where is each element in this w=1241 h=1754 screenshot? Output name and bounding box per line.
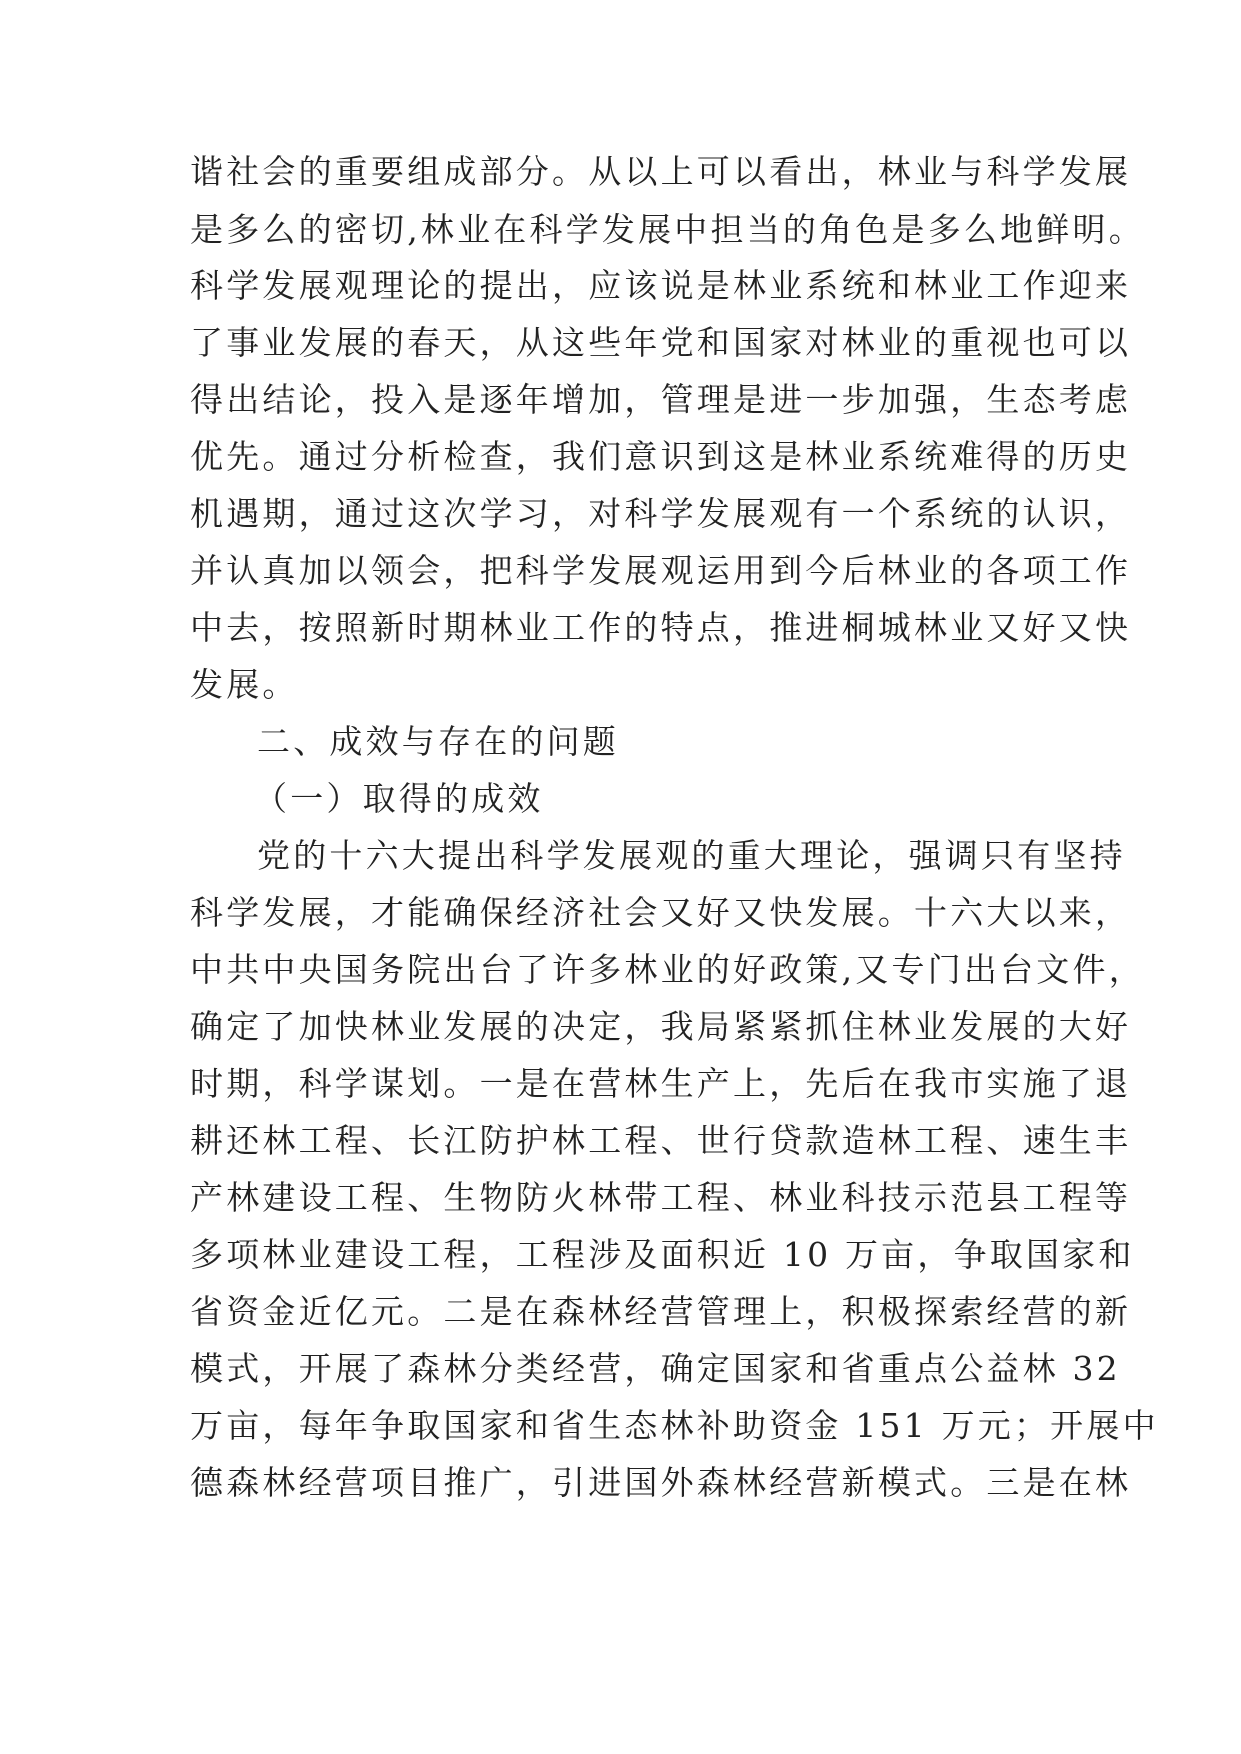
paragraph-line: 多项林业建设工程，工程涉及面积近 10 万亩，争取国家和 [190,1235,1135,1274]
paragraph-line: 机遇期，通过这次学习，对科学发展观有一个系统的认识， [190,494,1132,533]
paragraph-line: 万亩，每年争取国家和省生态林补助资金 151 万元；开展中 [190,1406,1159,1445]
paragraph-line: 省资金近亿元。二是在森林经营管理上，积极探索经营的新 [190,1292,1132,1331]
paragraph-line: 发展。 [190,665,299,704]
section-heading: 二、成效与存在的问题 [257,722,619,761]
paragraph-line: 中共中央国务院出台了许多林业的好政策,又专门出台文件， [190,950,1145,989]
subsection-heading: （一）取得的成效 [254,779,544,818]
paragraph-line: 谐社会的重要组成部分。从以上可以看出，林业与科学发展 [190,152,1132,191]
paragraph-line: 产林建设工程、生物防火林带工程、林业科技示范县工程等 [190,1178,1132,1217]
paragraph-line: 时期，科学谋划。一是在营林生产上，先后在我市实施了退 [190,1064,1132,1103]
paragraph-line: 是多么的密切,林业在科学发展中担当的角色是多么地鲜明。 [190,210,1145,249]
paragraph-line: 党的十六大提出科学发展观的重大理论，强调只有坚持 [257,836,1126,875]
paragraph-line: 中去，按照新时期林业工作的特点，推进桐城林业又好又快 [190,608,1132,647]
paragraph-line: 确定了加快林业发展的决定，我局紧紧抓住林业发展的大好 [190,1007,1132,1046]
paragraph-line: 科学发展，才能确保经济社会又好又快发展。十六大以来， [190,893,1132,932]
paragraph-line: 模式，开展了森林分类经营，确定国家和省重点公益林 32 [190,1349,1121,1388]
paragraph-line: 科学发展观理论的提出，应该说是林业系统和林业工作迎来 [190,266,1132,305]
paragraph-line: 并认真加以领会，把科学发展观运用到今后林业的各项工作 [190,551,1132,590]
paragraph-line: 德森林经营项目推广，引进国外森林经营新模式。三是在林 [190,1463,1132,1502]
paragraph-line: 耕还林工程、长江防护林工程、世行贷款造林工程、速生丰 [190,1121,1132,1160]
paragraph-line: 优先。通过分析检查，我们意识到这是林业系统难得的历史 [190,437,1132,476]
paragraph-line: 得出结论，投入是逐年增加，管理是进一步加强，生态考虑 [190,380,1132,419]
paragraph-line: 了事业发展的春天，从这些年党和国家对林业的重视也可以 [190,323,1132,362]
